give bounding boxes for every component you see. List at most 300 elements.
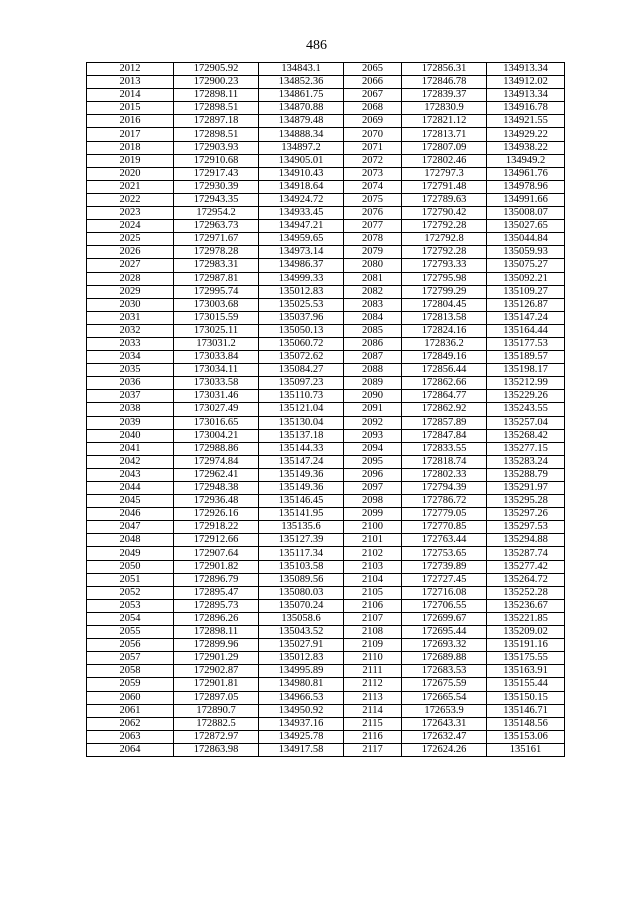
left-y-coordinate-cell: 134966.53 [259, 691, 344, 704]
left-x-coordinate-cell: 172900.23 [174, 76, 259, 89]
table-row [87, 665, 565, 678]
left-point-number-cell: 2043 [87, 468, 174, 481]
left-point-number-cell: 2026 [87, 246, 174, 259]
left-y-coordinate-cell: 135130.04 [259, 416, 344, 429]
table-row [87, 521, 565, 534]
right-point-number-cell: 2071 [344, 141, 402, 154]
right-point-number-cell: 2093 [344, 429, 402, 442]
left-x-coordinate-cell: 172902.87 [174, 665, 259, 678]
right-x-coordinate-cell: 172849.16 [402, 351, 487, 364]
table-row [87, 377, 565, 390]
right-y-coordinate-cell: 135150.15 [487, 691, 565, 704]
left-x-coordinate-cell: 173027.49 [174, 403, 259, 416]
right-y-coordinate-cell: 135027.65 [487, 220, 565, 233]
right-point-number-cell: 2102 [344, 547, 402, 560]
right-x-coordinate-cell: 172793.33 [402, 259, 487, 272]
table-row [87, 115, 565, 128]
left-point-number-cell: 2044 [87, 482, 174, 495]
left-x-coordinate-cell: 172896.26 [174, 612, 259, 625]
right-y-coordinate-cell: 135161 [487, 743, 565, 756]
right-x-coordinate-cell: 172818.74 [402, 455, 487, 468]
table-row [87, 324, 565, 337]
left-y-coordinate-cell: 134879.48 [259, 115, 344, 128]
left-x-coordinate-cell: 172978.28 [174, 246, 259, 259]
table-row [87, 298, 565, 311]
left-y-coordinate-cell: 135089.56 [259, 573, 344, 586]
right-x-coordinate-cell: 172807.09 [402, 141, 487, 154]
right-y-coordinate-cell: 135236.67 [487, 599, 565, 612]
right-x-coordinate-cell: 172824.16 [402, 324, 487, 337]
right-point-number-cell: 2084 [344, 311, 402, 324]
right-y-coordinate-cell: 135297.53 [487, 521, 565, 534]
left-point-number-cell: 2051 [87, 573, 174, 586]
left-y-coordinate-cell: 134973.14 [259, 246, 344, 259]
left-x-coordinate-cell: 173015.59 [174, 311, 259, 324]
left-x-coordinate-cell: 172899.96 [174, 639, 259, 652]
right-x-coordinate-cell: 172813.58 [402, 311, 487, 324]
left-y-coordinate-cell: 134918.64 [259, 180, 344, 193]
left-y-coordinate-cell: 134861.75 [259, 89, 344, 102]
left-point-number-cell: 2016 [87, 115, 174, 128]
right-point-number-cell: 2072 [344, 154, 402, 167]
right-y-coordinate-cell: 134913.34 [487, 63, 565, 76]
left-x-coordinate-cell: 172926.16 [174, 508, 259, 521]
left-y-coordinate-cell: 135084.27 [259, 364, 344, 377]
left-point-number-cell: 2013 [87, 76, 174, 89]
left-point-number-cell: 2045 [87, 495, 174, 508]
left-point-number-cell: 2024 [87, 220, 174, 233]
right-point-number-cell: 2111 [344, 665, 402, 678]
left-x-coordinate-cell: 173034.11 [174, 364, 259, 377]
right-y-coordinate-cell: 135148.56 [487, 717, 565, 730]
table-row [87, 468, 565, 481]
left-x-coordinate-cell: 172898.51 [174, 128, 259, 141]
left-x-coordinate-cell: 172995.74 [174, 285, 259, 298]
table-row [87, 311, 565, 324]
left-y-coordinate-cell: 135141.95 [259, 508, 344, 521]
right-x-coordinate-cell: 172830.9 [402, 102, 487, 115]
table-row [87, 573, 565, 586]
right-point-number-cell: 2117 [344, 743, 402, 756]
right-x-coordinate-cell: 172839.37 [402, 89, 487, 102]
left-x-coordinate-cell: 172962.41 [174, 468, 259, 481]
left-x-coordinate-cell: 172897.05 [174, 691, 259, 704]
left-x-coordinate-cell: 172898.11 [174, 89, 259, 102]
right-y-coordinate-cell: 135291.97 [487, 482, 565, 495]
table-row [87, 455, 565, 468]
table-row [87, 429, 565, 442]
table-row [87, 482, 565, 495]
left-y-coordinate-cell: 135147.24 [259, 455, 344, 468]
left-x-coordinate-cell: 172901.82 [174, 560, 259, 573]
left-x-coordinate-cell: 172954.2 [174, 207, 259, 220]
right-y-coordinate-cell: 135297.26 [487, 508, 565, 521]
right-point-number-cell: 2106 [344, 599, 402, 612]
right-y-coordinate-cell: 135092.21 [487, 272, 565, 285]
left-y-coordinate-cell: 135117.34 [259, 547, 344, 560]
left-point-number-cell: 2061 [87, 704, 174, 717]
right-y-coordinate-cell: 135283.24 [487, 455, 565, 468]
table-row [87, 207, 565, 220]
right-y-coordinate-cell: 134929.22 [487, 128, 565, 141]
right-x-coordinate-cell: 172695.44 [402, 626, 487, 639]
right-point-number-cell: 2115 [344, 717, 402, 730]
left-x-coordinate-cell: 172943.35 [174, 193, 259, 206]
left-y-coordinate-cell: 134959.65 [259, 233, 344, 246]
left-y-coordinate-cell: 135103.58 [259, 560, 344, 573]
right-y-coordinate-cell: 135277.15 [487, 442, 565, 455]
right-point-number-cell: 2094 [344, 442, 402, 455]
right-y-coordinate-cell: 134961.76 [487, 167, 565, 180]
right-x-coordinate-cell: 172821.12 [402, 115, 487, 128]
left-point-number-cell: 2058 [87, 665, 174, 678]
right-y-coordinate-cell: 135243.55 [487, 403, 565, 416]
right-y-coordinate-cell: 135229.26 [487, 390, 565, 403]
right-point-number-cell: 2070 [344, 128, 402, 141]
table-row [87, 691, 565, 704]
right-point-number-cell: 2104 [344, 573, 402, 586]
left-x-coordinate-cell: 172918.22 [174, 521, 259, 534]
left-point-number-cell: 2022 [87, 193, 174, 206]
left-x-coordinate-cell: 172890.7 [174, 704, 259, 717]
table-row [87, 586, 565, 599]
left-x-coordinate-cell: 172896.79 [174, 573, 259, 586]
table-row [87, 626, 565, 639]
left-x-coordinate-cell: 173031.46 [174, 390, 259, 403]
right-point-number-cell: 2096 [344, 468, 402, 481]
left-x-coordinate-cell: 172912.66 [174, 534, 259, 547]
left-point-number-cell: 2027 [87, 259, 174, 272]
right-point-number-cell: 2101 [344, 534, 402, 547]
table-row [87, 233, 565, 246]
right-x-coordinate-cell: 172802.46 [402, 154, 487, 167]
right-point-number-cell: 2109 [344, 639, 402, 652]
left-y-coordinate-cell: 135135.6 [259, 521, 344, 534]
right-point-number-cell: 2080 [344, 259, 402, 272]
right-x-coordinate-cell: 172862.92 [402, 403, 487, 416]
table-row [87, 508, 565, 521]
left-point-number-cell: 2035 [87, 364, 174, 377]
left-point-number-cell: 2042 [87, 455, 174, 468]
table-row [87, 364, 565, 377]
left-x-coordinate-cell: 172897.18 [174, 115, 259, 128]
table-row [87, 390, 565, 403]
left-point-number-cell: 2041 [87, 442, 174, 455]
left-y-coordinate-cell: 135012.83 [259, 285, 344, 298]
left-y-coordinate-cell: 135149.36 [259, 482, 344, 495]
right-x-coordinate-cell: 172786.72 [402, 495, 487, 508]
left-y-coordinate-cell: 135097.23 [259, 377, 344, 390]
right-y-coordinate-cell: 135252.28 [487, 586, 565, 599]
right-point-number-cell: 2066 [344, 76, 402, 89]
left-x-coordinate-cell: 172895.47 [174, 586, 259, 599]
left-y-coordinate-cell: 134950.92 [259, 704, 344, 717]
right-point-number-cell: 2089 [344, 377, 402, 390]
right-point-number-cell: 2116 [344, 730, 402, 743]
right-x-coordinate-cell: 172763.44 [402, 534, 487, 547]
left-y-coordinate-cell: 135060.72 [259, 337, 344, 350]
left-y-coordinate-cell: 135070.24 [259, 599, 344, 612]
right-x-coordinate-cell: 172797.3 [402, 167, 487, 180]
right-point-number-cell: 2073 [344, 167, 402, 180]
table-row [87, 560, 565, 573]
left-x-coordinate-cell: 172907.64 [174, 547, 259, 560]
left-y-coordinate-cell: 134910.43 [259, 167, 344, 180]
left-x-coordinate-cell: 172903.93 [174, 141, 259, 154]
right-x-coordinate-cell: 172794.39 [402, 482, 487, 495]
left-y-coordinate-cell: 134843.1 [259, 63, 344, 76]
right-x-coordinate-cell: 172862.66 [402, 377, 487, 390]
table-row [87, 63, 565, 76]
left-point-number-cell: 2032 [87, 324, 174, 337]
left-y-coordinate-cell: 135072.62 [259, 351, 344, 364]
left-x-coordinate-cell: 172987.81 [174, 272, 259, 285]
left-x-coordinate-cell: 173025.11 [174, 324, 259, 337]
left-y-coordinate-cell: 134888.34 [259, 128, 344, 141]
table-row [87, 89, 565, 102]
left-y-coordinate-cell: 134925.78 [259, 730, 344, 743]
right-x-coordinate-cell: 172683.53 [402, 665, 487, 678]
table-row [87, 612, 565, 625]
left-point-number-cell: 2031 [87, 311, 174, 324]
left-y-coordinate-cell: 134980.81 [259, 678, 344, 691]
right-point-number-cell: 2087 [344, 351, 402, 364]
right-x-coordinate-cell: 172813.71 [402, 128, 487, 141]
left-x-coordinate-cell: 173033.84 [174, 351, 259, 364]
left-y-coordinate-cell: 134937.16 [259, 717, 344, 730]
left-y-coordinate-cell: 134905.01 [259, 154, 344, 167]
right-y-coordinate-cell: 135212.99 [487, 377, 565, 390]
right-x-coordinate-cell: 172706.55 [402, 599, 487, 612]
left-point-number-cell: 2046 [87, 508, 174, 521]
right-point-number-cell: 2097 [344, 482, 402, 495]
right-y-coordinate-cell: 135177.53 [487, 337, 565, 350]
right-point-number-cell: 2074 [344, 180, 402, 193]
page-number: 486 [306, 38, 327, 53]
left-point-number-cell: 2036 [87, 377, 174, 390]
table-row [87, 717, 565, 730]
left-y-coordinate-cell: 135058.6 [259, 612, 344, 625]
left-point-number-cell: 2037 [87, 390, 174, 403]
left-point-number-cell: 2064 [87, 743, 174, 756]
right-point-number-cell: 2081 [344, 272, 402, 285]
right-point-number-cell: 2100 [344, 521, 402, 534]
left-point-number-cell: 2020 [87, 167, 174, 180]
right-x-coordinate-cell: 172833.55 [402, 442, 487, 455]
left-x-coordinate-cell: 172917.43 [174, 167, 259, 180]
right-x-coordinate-cell: 172846.78 [402, 76, 487, 89]
left-y-coordinate-cell: 134870.88 [259, 102, 344, 115]
table-row [87, 730, 565, 743]
right-x-coordinate-cell: 172791.48 [402, 180, 487, 193]
left-y-coordinate-cell: 134897.2 [259, 141, 344, 154]
left-point-number-cell: 2055 [87, 626, 174, 639]
right-y-coordinate-cell: 134991.66 [487, 193, 565, 206]
left-x-coordinate-cell: 173033.58 [174, 377, 259, 390]
left-point-number-cell: 2034 [87, 351, 174, 364]
right-point-number-cell: 2092 [344, 416, 402, 429]
right-point-number-cell: 2068 [344, 102, 402, 115]
table-row [87, 534, 565, 547]
right-y-coordinate-cell: 134916.78 [487, 102, 565, 115]
right-point-number-cell: 2095 [344, 455, 402, 468]
table-row [87, 167, 565, 180]
left-point-number-cell: 2029 [87, 285, 174, 298]
left-x-coordinate-cell: 173003.68 [174, 298, 259, 311]
left-y-coordinate-cell: 134947.21 [259, 220, 344, 233]
table-row [87, 76, 565, 89]
right-x-coordinate-cell: 172790.42 [402, 207, 487, 220]
left-point-number-cell: 2050 [87, 560, 174, 573]
left-x-coordinate-cell: 172882.5 [174, 717, 259, 730]
right-y-coordinate-cell: 135198.17 [487, 364, 565, 377]
left-point-number-cell: 2017 [87, 128, 174, 141]
right-y-coordinate-cell: 135146.71 [487, 704, 565, 717]
left-point-number-cell: 2038 [87, 403, 174, 416]
table-row [87, 351, 565, 364]
right-y-coordinate-cell: 135147.24 [487, 311, 565, 324]
left-x-coordinate-cell: 172898.11 [174, 626, 259, 639]
right-y-coordinate-cell: 135268.42 [487, 429, 565, 442]
left-point-number-cell: 2030 [87, 298, 174, 311]
left-point-number-cell: 2025 [87, 233, 174, 246]
right-x-coordinate-cell: 172856.44 [402, 364, 487, 377]
right-point-number-cell: 2067 [344, 89, 402, 102]
right-x-coordinate-cell: 172779.05 [402, 508, 487, 521]
right-point-number-cell: 2077 [344, 220, 402, 233]
left-point-number-cell: 2023 [87, 207, 174, 220]
left-point-number-cell: 2028 [87, 272, 174, 285]
left-y-coordinate-cell: 135037.96 [259, 311, 344, 324]
right-y-coordinate-cell: 134913.34 [487, 89, 565, 102]
right-x-coordinate-cell: 172792.28 [402, 220, 487, 233]
right-y-coordinate-cell: 135257.04 [487, 416, 565, 429]
right-y-coordinate-cell: 135264.72 [487, 573, 565, 586]
right-y-coordinate-cell: 135175.55 [487, 652, 565, 665]
right-x-coordinate-cell: 172792.8 [402, 233, 487, 246]
table-row [87, 141, 565, 154]
left-x-coordinate-cell: 172930.39 [174, 180, 259, 193]
right-y-coordinate-cell: 134938.22 [487, 141, 565, 154]
left-x-coordinate-cell: 172983.31 [174, 259, 259, 272]
left-point-number-cell: 2040 [87, 429, 174, 442]
right-point-number-cell: 2085 [344, 324, 402, 337]
right-x-coordinate-cell: 172864.77 [402, 390, 487, 403]
right-point-number-cell: 2075 [344, 193, 402, 206]
right-x-coordinate-cell: 172716.08 [402, 586, 487, 599]
right-y-coordinate-cell: 135191.16 [487, 639, 565, 652]
table-row [87, 743, 565, 756]
left-y-coordinate-cell: 134917.58 [259, 743, 344, 756]
left-point-number-cell: 2047 [87, 521, 174, 534]
left-point-number-cell: 2048 [87, 534, 174, 547]
right-x-coordinate-cell: 172857.89 [402, 416, 487, 429]
right-y-coordinate-cell: 135288.79 [487, 468, 565, 481]
right-y-coordinate-cell: 135163.91 [487, 665, 565, 678]
right-x-coordinate-cell: 172804.45 [402, 298, 487, 311]
left-y-coordinate-cell: 135043.52 [259, 626, 344, 639]
table-row [87, 704, 565, 717]
right-x-coordinate-cell: 172624.26 [402, 743, 487, 756]
right-point-number-cell: 2083 [344, 298, 402, 311]
right-point-number-cell: 2113 [344, 691, 402, 704]
right-y-coordinate-cell: 135277.42 [487, 560, 565, 573]
right-point-number-cell: 2078 [344, 233, 402, 246]
right-x-coordinate-cell: 172836.2 [402, 337, 487, 350]
right-x-coordinate-cell: 172632.47 [402, 730, 487, 743]
left-x-coordinate-cell: 173031.2 [174, 337, 259, 350]
table-row [87, 599, 565, 612]
table-row [87, 678, 565, 691]
right-point-number-cell: 2091 [344, 403, 402, 416]
right-x-coordinate-cell: 172789.63 [402, 193, 487, 206]
left-y-coordinate-cell: 135080.03 [259, 586, 344, 599]
left-x-coordinate-cell: 172901.29 [174, 652, 259, 665]
right-x-coordinate-cell: 172795.98 [402, 272, 487, 285]
left-y-coordinate-cell: 135012.83 [259, 652, 344, 665]
right-point-number-cell: 2107 [344, 612, 402, 625]
left-x-coordinate-cell: 172974.84 [174, 455, 259, 468]
table-row [87, 495, 565, 508]
table-row [87, 102, 565, 115]
left-y-coordinate-cell: 134999.33 [259, 272, 344, 285]
left-point-number-cell: 2053 [87, 599, 174, 612]
left-x-coordinate-cell: 172936.48 [174, 495, 259, 508]
table-row [87, 154, 565, 167]
left-y-coordinate-cell: 134924.72 [259, 193, 344, 206]
right-y-coordinate-cell: 134921.55 [487, 115, 565, 128]
left-y-coordinate-cell: 134995.89 [259, 665, 344, 678]
left-point-number-cell: 2052 [87, 586, 174, 599]
right-y-coordinate-cell: 135153.06 [487, 730, 565, 743]
right-x-coordinate-cell: 172653.9 [402, 704, 487, 717]
right-y-coordinate-cell: 135294.88 [487, 534, 565, 547]
table-row [87, 403, 565, 416]
left-x-coordinate-cell: 172901.81 [174, 678, 259, 691]
left-x-coordinate-cell: 172910.68 [174, 154, 259, 167]
right-y-coordinate-cell: 135155.44 [487, 678, 565, 691]
left-point-number-cell: 2059 [87, 678, 174, 691]
right-x-coordinate-cell: 172689.88 [402, 652, 487, 665]
coordinates-table [86, 62, 565, 757]
right-x-coordinate-cell: 172665.54 [402, 691, 487, 704]
table-row [87, 442, 565, 455]
left-x-coordinate-cell: 172988.86 [174, 442, 259, 455]
table-row [87, 193, 565, 206]
right-y-coordinate-cell: 135059.93 [487, 246, 565, 259]
right-point-number-cell: 2069 [344, 115, 402, 128]
left-x-coordinate-cell: 172905.92 [174, 63, 259, 76]
right-y-coordinate-cell: 135008.07 [487, 207, 565, 220]
left-y-coordinate-cell: 135149.36 [259, 468, 344, 481]
table-row [87, 246, 565, 259]
right-y-coordinate-cell: 135075.27 [487, 259, 565, 272]
left-point-number-cell: 2060 [87, 691, 174, 704]
right-y-coordinate-cell: 135109.27 [487, 285, 565, 298]
left-y-coordinate-cell: 134852.36 [259, 76, 344, 89]
right-point-number-cell: 2099 [344, 508, 402, 521]
left-x-coordinate-cell: 172963.73 [174, 220, 259, 233]
right-y-coordinate-cell: 135189.57 [487, 351, 565, 364]
left-point-number-cell: 2021 [87, 180, 174, 193]
table-row [87, 128, 565, 141]
right-x-coordinate-cell: 172802.33 [402, 468, 487, 481]
table-row [87, 547, 565, 560]
left-x-coordinate-cell: 173004.21 [174, 429, 259, 442]
right-x-coordinate-cell: 172739.89 [402, 560, 487, 573]
right-y-coordinate-cell: 135209.02 [487, 626, 565, 639]
right-x-coordinate-cell: 172799.29 [402, 285, 487, 298]
